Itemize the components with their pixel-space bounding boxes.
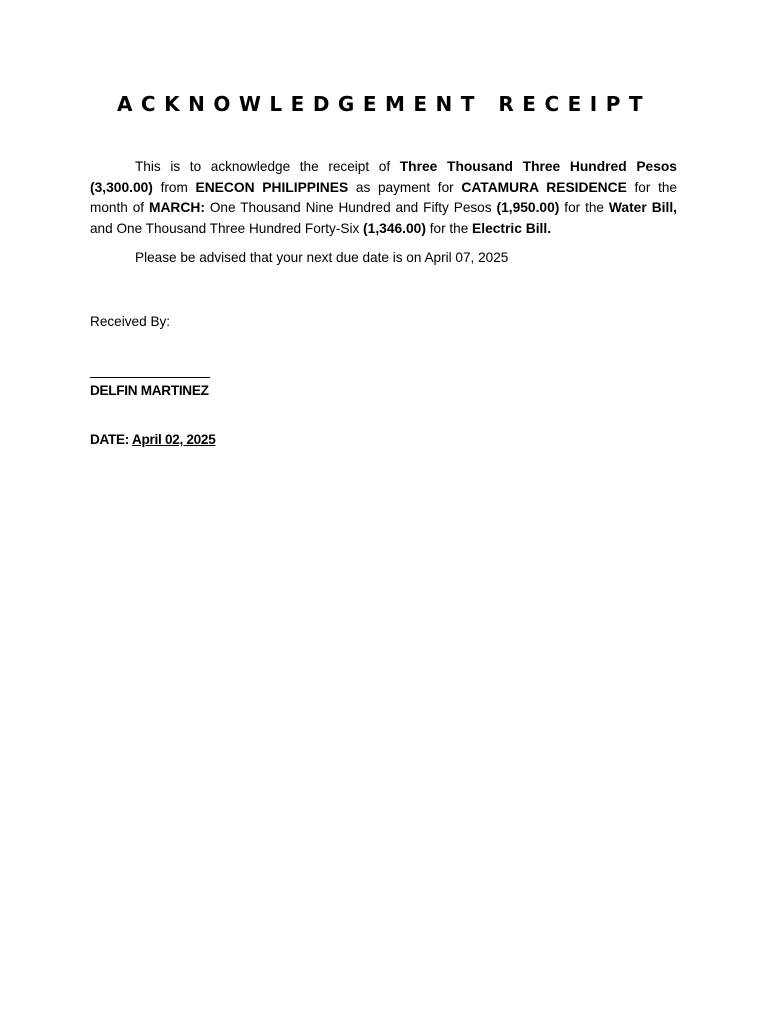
signature-line [90,377,210,378]
receipt-body [90,157,677,269]
payer-name: ENECON PHILIPPINES [195,179,349,195]
water-bill-label: Water Bill, [608,200,678,216]
text-segment: as payment for [348,179,462,195]
date-row [90,430,215,450]
signer-name: DELFIN MARTINEZ [90,383,209,398]
receipt-paragraph [90,157,677,239]
electric-bill-label: Electric Bill. [472,220,552,236]
amount-in-words: Three Thousand Three Hundred Pesos (3,300.00) [90,159,677,195]
text-segment: and One Thousand Three Hundred Forty-Six [90,220,364,236]
text-segment: from [152,179,196,195]
billing-month: MARCH: [148,200,205,216]
text-segment: for the [425,220,473,236]
due-date-notice: Please be advised that your next due date is on April 07, 2025 [135,250,509,266]
water-amount: (1,950.00) [496,200,560,216]
date-value: April 02, 2025 [132,432,216,447]
received-by-label: Received By: [90,314,171,329]
document-title: ACKNOWLEDGEMENT RECEIPT [116,92,652,116]
text-segment: for the month of [90,179,677,216]
date-label: DATE: [90,432,132,447]
text-segment: for the [559,200,609,216]
text-segment: This is to acknowledge the receipt of [135,159,400,174]
electric-amount: (1,346.00) [363,220,426,236]
property-name: CATAMURA RESIDENCE [461,179,627,195]
text-segment: One Thousand Nine Hundred and Fifty Pesos [204,200,497,216]
